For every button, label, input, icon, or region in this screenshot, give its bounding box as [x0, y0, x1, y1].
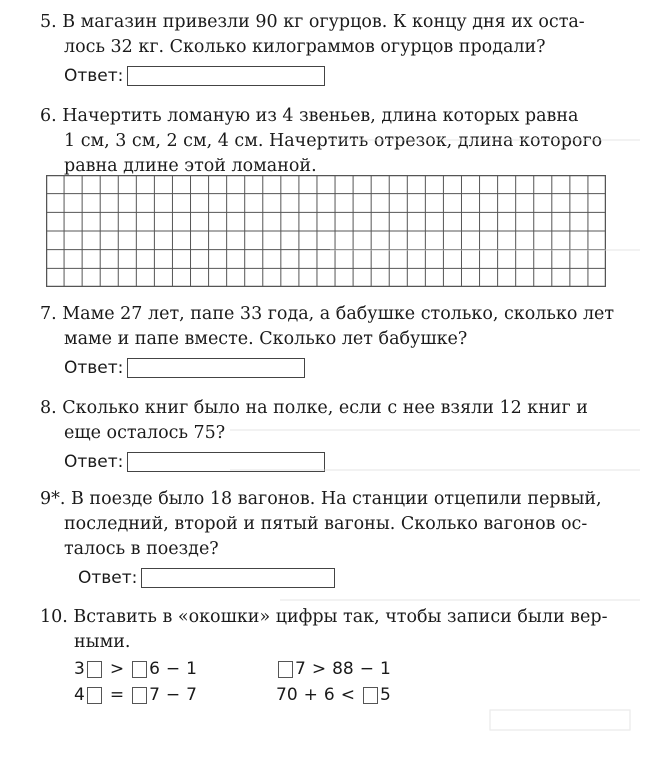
eq1-digit: 6	[149, 659, 160, 679]
task-8-answer	[64, 452, 325, 472]
eq3-digit: 7	[295, 659, 306, 679]
task-9-line-2: последний, второй и пятый вагоны. Сколько вагонов ос-	[64, 514, 588, 534]
answer-field[interactable]	[141, 568, 335, 588]
answer-label: Ответ:	[64, 358, 124, 378]
eq1-number: 1	[186, 659, 197, 679]
eq2-minus: −	[165, 685, 181, 705]
digit-box[interactable]	[278, 661, 293, 678]
equation-2	[74, 684, 197, 706]
eq1-operator: >	[109, 659, 125, 679]
task-10-line-2: ными.	[74, 632, 131, 652]
equation-1	[74, 658, 197, 680]
task-10	[40, 605, 620, 655]
eq4-digit: 5	[379, 685, 391, 705]
task-6-line-1: 6. Начертить ломаную из 4 звеньев, длина которых равна	[40, 106, 579, 126]
task-9-answer	[78, 568, 335, 588]
eq2-operator: =	[109, 685, 125, 705]
task-9	[40, 487, 620, 562]
task-5-line-1: 5. В магазин привезли 90 кг огурцов. К концу дня их оста-	[40, 12, 585, 32]
task-8-line-2: еще осталось 75?	[64, 423, 226, 443]
task-7-answer	[64, 358, 305, 378]
eq2-digit: 7	[149, 685, 160, 705]
task-7-line-2: маме и папе вместе. Сколько лет бабушке?	[64, 329, 468, 349]
eq3-minus: −	[359, 659, 374, 679]
task-6	[40, 104, 620, 179]
answer-label: Ответ:	[78, 568, 138, 588]
answer-field[interactable]	[127, 66, 325, 86]
task-10-line-1: 10. Вставить в «окошки» цифры так, чтобы записи были вер-	[40, 607, 608, 627]
digit-box[interactable]	[363, 687, 378, 704]
task-5	[40, 10, 620, 60]
task-7-line-1: 7. Маме 27 лет, папе 33 года, а бабушке столько, сколько лет	[40, 304, 615, 324]
eq3-operator: >	[311, 659, 327, 679]
task-7	[40, 302, 620, 352]
digit-box[interactable]	[132, 661, 147, 678]
digit-box[interactable]	[87, 661, 102, 678]
eq2-number: 7	[186, 685, 197, 705]
task-8-line-1: 8. Сколько книг было на полке, если с нее взяли 12 книг и	[40, 398, 588, 418]
eq1-digit: 3	[74, 659, 85, 679]
digit-box[interactable]	[132, 687, 147, 704]
eq3-number: 1	[379, 659, 391, 679]
eq4-number: 70	[276, 685, 298, 705]
task-9-line-1: 9*. В поезде было 18 вагонов. На станции отцепили первый,	[40, 489, 602, 509]
task-8	[40, 396, 620, 446]
task-5-line-2: лось 32 кг. Сколько килограммов огурцов продали?	[64, 37, 546, 57]
eq3-number: 88	[332, 659, 354, 679]
equation-4	[276, 684, 391, 706]
drawing-grid[interactable]	[46, 175, 606, 287]
answer-field[interactable]	[127, 452, 325, 472]
equation-3	[276, 658, 391, 680]
digit-box[interactable]	[87, 687, 102, 704]
answer-label: Ответ:	[64, 452, 124, 472]
answer-label: Ответ:	[64, 66, 124, 86]
task-9-line-3: талось в поезде?	[64, 539, 219, 559]
grid-lines	[46, 175, 606, 287]
eq4-number: 6	[323, 685, 335, 705]
task-6-line-2: 1 см, 3 см, 2 см, 4 см. Начертить отрезок, длина которого	[64, 131, 603, 151]
equations	[74, 658, 594, 710]
answer-field[interactable]	[127, 358, 305, 378]
eq2-digit: 4	[74, 685, 85, 705]
eq4-operator: <	[340, 685, 355, 705]
task-6-line-3: равна длине этой ломаной.	[64, 156, 317, 176]
eq1-minus: −	[165, 659, 181, 679]
eq4-plus: +	[303, 685, 318, 705]
task-5-answer	[64, 66, 325, 86]
